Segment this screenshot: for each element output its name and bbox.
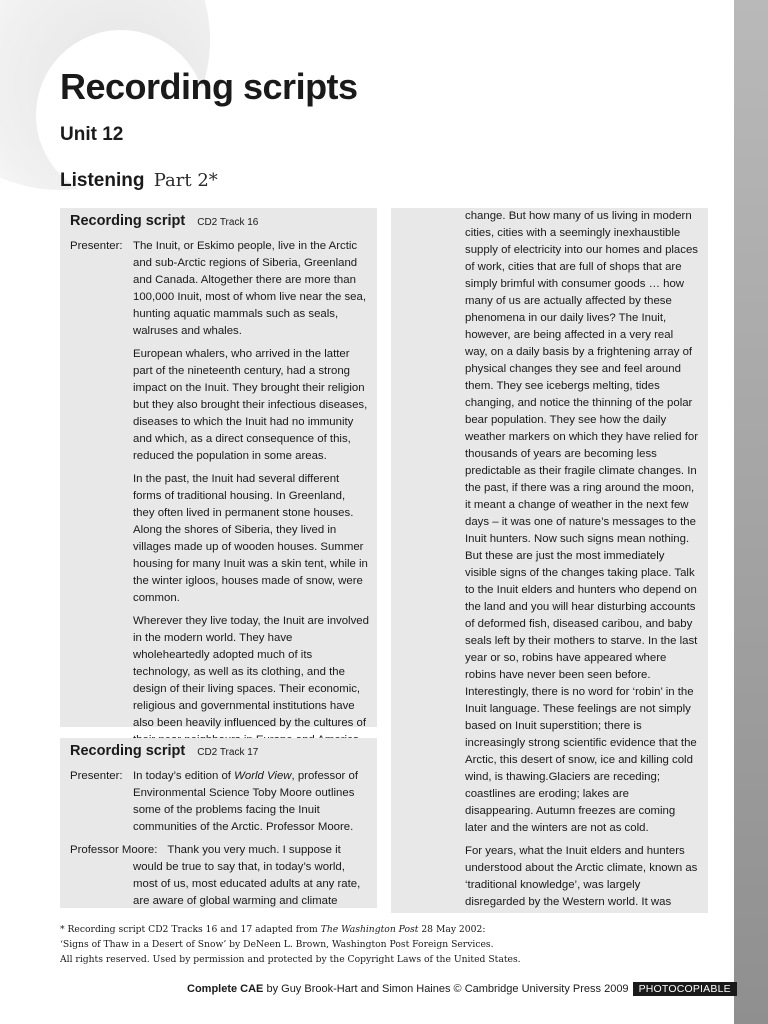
script-paragraph: In the past, the Inuit had several different forms of traditional housing. In Greenland, they often lived in permanent stone houses. Along the shores of Siberia, they lived in villages made up of wooden houses. Summer housing for many Inuit was a skin tent, while in the winter igloos, houses made of snow, were common. [133, 473, 368, 604]
script-17-header [70, 740, 369, 762]
moore-text: Thank you very much. I suppose it would be true to say that, in today’s world, most of us, most educated adults at any rate, are aware of global warming and climate [133, 844, 361, 907]
recording-script-17 [60, 738, 377, 908]
script-17-heading: Recording script [70, 743, 186, 759]
presenter-text-start: In today’s edition of [133, 770, 235, 782]
script-16-heading: Recording script [70, 213, 186, 229]
section-part: Part 2* [153, 170, 218, 191]
presenter-speech-16 [70, 238, 369, 749]
source-publication: The Washington Post [320, 924, 419, 935]
script-paragraph: European whalers, who arrived in the latter part of the nineteenth century, had a strong impact on the Inuit. They brought their religion but they also brought their infectious diseases, diseases to which the Inuit had no immunity and which, as a direct consequence of this, reduced the population in some areas. [133, 348, 368, 462]
program-title: World View [234, 770, 292, 782]
moore-speech [70, 842, 369, 910]
script-16-header [70, 210, 369, 232]
continuation-text [465, 208, 698, 911]
script-paragraph: For years, what the Inuit elders and hunters understood about the Arctic climate, known as ‘traditional knowledge’, was largely disregarded by the Western world. It was [465, 845, 698, 908]
script-16-track: CD2 Track 16 [197, 217, 259, 228]
section-title [60, 170, 218, 192]
page-title: Recording scripts [60, 66, 358, 107]
footnote-line-2: ‘Signs of Thaw in a Desert of Snow’ by DeNeen L. Brown, Washington Post Foreign Services. [60, 939, 494, 950]
section-label: Listening [60, 170, 145, 191]
unit-title: Unit 12 [60, 124, 124, 145]
script-17-track: CD2 Track 17 [197, 747, 259, 758]
presenter-text-end: , professor of Environmental Science Toby Moore outlines some of the problems facing the Inuit communities of the Arctic. Professor Moore. [133, 770, 358, 833]
speaker-label: Presenter: [70, 240, 123, 252]
book-title: Complete CAE [187, 983, 264, 995]
page-footer [187, 982, 737, 996]
presenter-speech-17 [70, 768, 369, 836]
speaker-label: Professor Moore: [70, 844, 158, 856]
script-paragraph: change. But how many of us living in modern cities, cities with a seemingly inexhaustible supply of electricity into our homes and places of work, cities that are full of shops that are simply brimful with consumer goods … how many of us are actually affected by these phenomena in our daily lives? The Inuit, however, are being affected in a very real way, on a daily basis by a frightening array of physical changes they see and feel around them. They see icebergs melting, tides changing, and notice the thinning of the polar bear population. They see how the daily weather markers on which they have relied for thousands of years are becoming less predictable as their fragile climate changes. In the past, if there was a ring around the moon, it meant a change of weather in the next few days – it was one of nature’s messages to the Inuit hunters. Now such signs mean nothing. But these are just the most immediately visible signs of the changes taking place. Talk to the Inuit elders and hunters who depend on the land and you will hear disturbing accounts of deformed fish, diseased caribou, and baby seals left by their mothers to starve. In the last year or so, robins have appeared where robins have never been seen before. Interestingly, there is no word for ‘robin’ in the Inuit language. These feelings are not simply based on Inuit superstition; there is increasingly strong scientific evidence that the Arctic, this desert of snow, ice and killing cold wind, is thawing.Glaciers are receding; coastlines are eroding; lakes are disappearing. Autumn freezes are coming later and the winters are not as cold. [465, 210, 698, 834]
script-continuation-column [391, 208, 708, 913]
page-edge-bar [734, 0, 768, 1024]
footnote-line-3: All rights reserved. Used by permission and protected by the Copyright Laws of the United States. [60, 954, 521, 965]
source-footnote [60, 922, 720, 967]
footer-credit: by Guy Brook-Hart and Simon Haines © Cambridge University Press 2009 [263, 983, 629, 995]
footnote-line-1: * Recording script CD2 Tracks 16 and 17 adapted from The Washington Post 28 May 2002: [60, 924, 486, 935]
script-paragraph: Wherever they live today, the Inuit are involved in the modern world. They have wholeheartedly adopted much of its technology, as well as its clothing, and the design of their living spaces. Their economic, religious and governmental institutions have also been heavily influenced by the cultures of [133, 615, 369, 729]
script-paragraph: The Inuit, or Eskimo people, live in the Arctic and sub-Arctic regions of Siberia, Greenland and Canada. Altogether there are more than 100,000 Inuit, most of whom live near the sea, hunting aquatic mammals such as seals, walruses and whales. [133, 240, 367, 337]
speaker-label: Presenter: [70, 770, 123, 782]
recording-script-16 [60, 208, 377, 727]
photocopiable-badge: PHOTOCOPIABLE [633, 982, 737, 996]
moore-line [70, 842, 369, 910]
